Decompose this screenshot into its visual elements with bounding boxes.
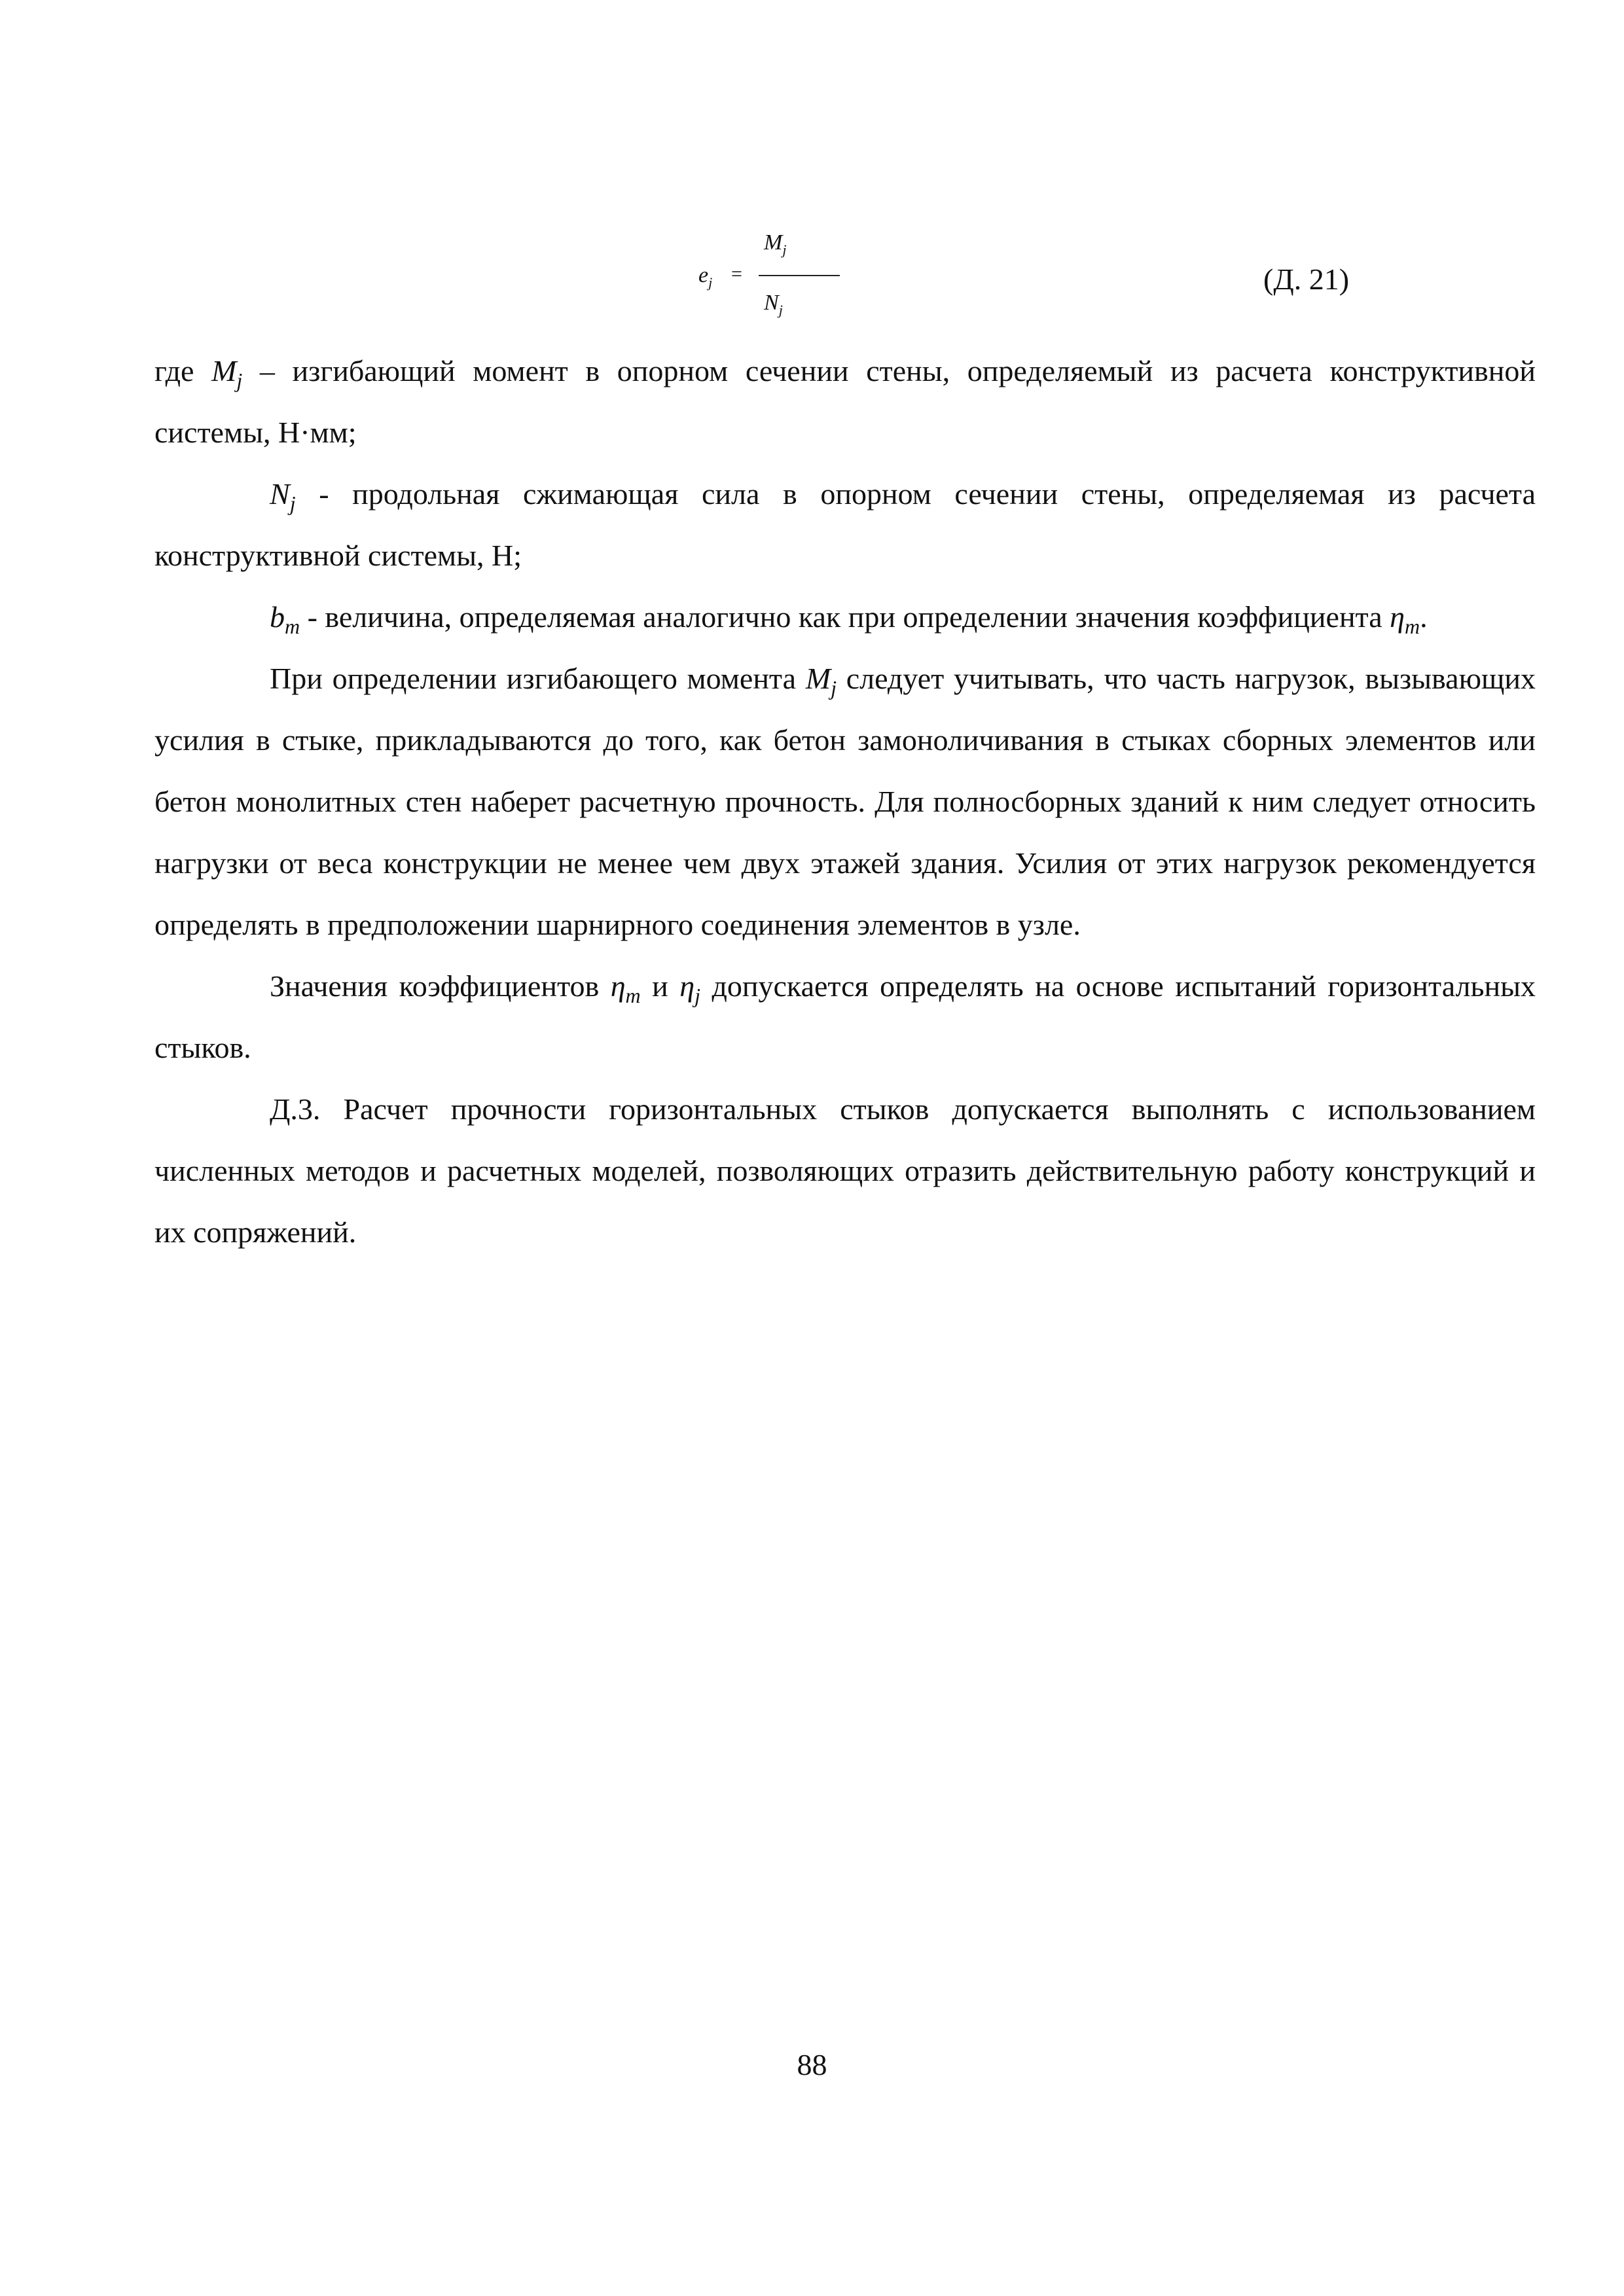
- equation-number: (Д. 21): [1263, 262, 1350, 296]
- fraction-bar: [759, 275, 840, 276]
- formula-equals: =: [731, 263, 742, 285]
- definition-mj: где $M_j$ – изгибающий момент в опорном сечении стены, определяемый из расчета конструктивной системы, Н·мм;: [154, 354, 1536, 449]
- formula-denominator: $N_j$: [764, 291, 783, 318]
- definition-bm: $b_m$ - величина, определяемая аналогично как при определении значения коэффициента $\eta_m$.: [270, 600, 1428, 639]
- page-number: 88: [797, 2048, 827, 2081]
- formula-numerator: $M_j$: [764, 230, 787, 258]
- formula-lhs: $e_j$: [698, 263, 713, 291]
- definition-nj: $N_j$ - продольная сжимающая сила в опорном сечении стены, определяемая из расчета конструктивной системы, Н;: [154, 477, 1536, 572]
- formula-d21: [691, 229, 835, 327]
- paragraph-d3: Д.3. Расчет прочности горизонтальных стыков допускается выполнять с использованием численных методов и расчетных моделей, позволяющих отразить действительную работу конструкций и их сопряжений.: [154, 1092, 1536, 1249]
- body-text: [154, 340, 1536, 1263]
- paragraph-bending-moment: При определении изгибающего момента $M_j$ следует учитывать, что часть нагрузок, вызывающих усилия в стыке, прикладываются до того, как бетон замоноличивания в стыках сборных элементов или бетон монолитных стен наберет расчетную прочность. Для полносборных зданий к ним следует относить нагрузки от веса конструкции не менее чем двух этажей здания. Усилия от этих нагрузок рекомендуется определять в предположении шарнирного соединения элементов в узле.: [154, 662, 1536, 941]
- paragraph-coefficients: Значения коэффициентов $\eta_m$ и $\eta_j$ допускается определять на основе испытаний горизонтальных стыков.: [154, 969, 1536, 1064]
